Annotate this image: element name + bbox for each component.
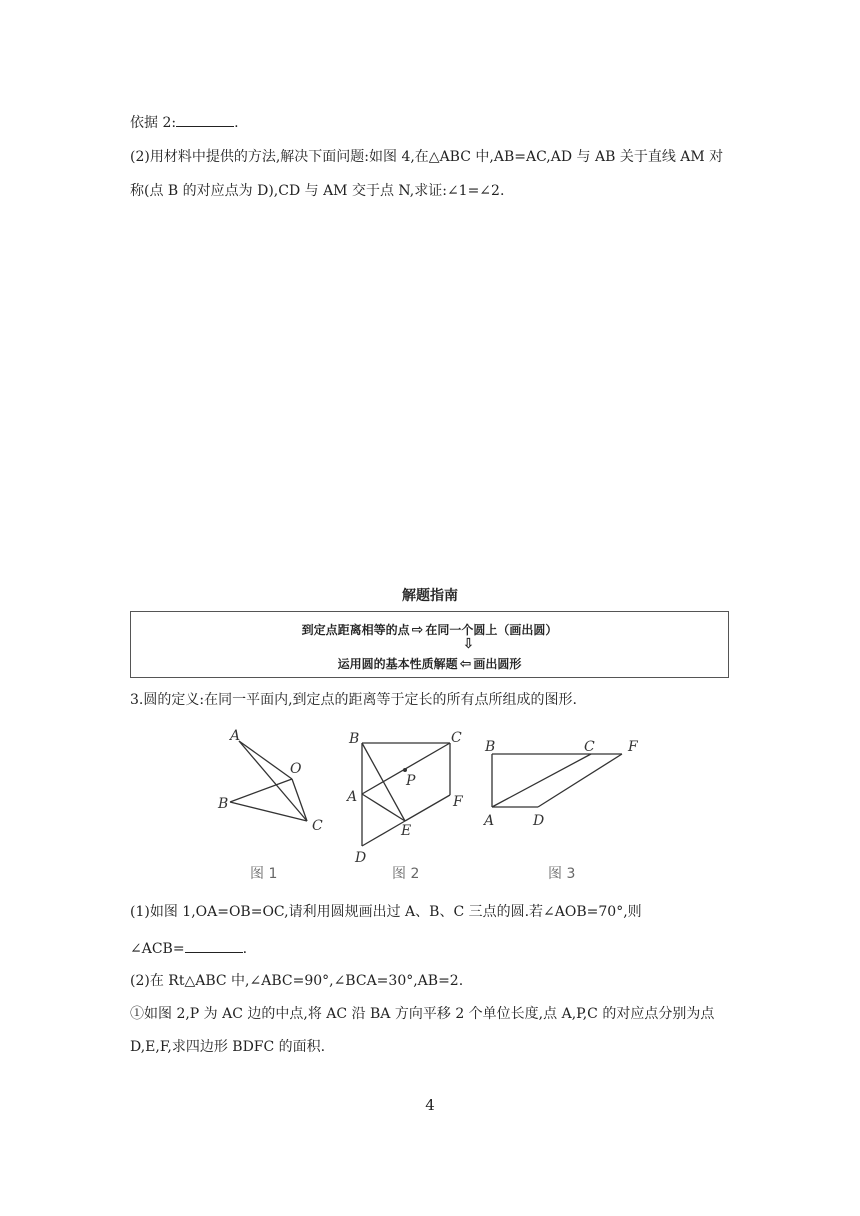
fig3-label-d: D	[533, 813, 545, 829]
guide-row-down	[131, 636, 728, 652]
fig3-caption: 图 3	[548, 866, 576, 882]
q3-part1-line1: (1)如图 1,OA=OB=OC,请利用圆规画出过 A、B、C 三点的圆.若∠AOB=70°,则	[130, 904, 642, 920]
q3-definition: 3.圆的定义:在同一平面内,到定点的距离等于定长的所有点所组成的图形.	[130, 692, 577, 708]
fig2-label-a: A	[347, 789, 358, 805]
q3-part1-angle: ∠ACB=	[130, 941, 185, 957]
fig1-label-c: C	[312, 818, 323, 834]
fig2-caption: 图 2	[392, 866, 420, 882]
arrow-left-icon: ⇦	[459, 656, 472, 672]
q3-part2: (2)在 Rt△ABC 中,∠ABC=90°,∠BCA=30°,AB=2.	[130, 973, 464, 989]
arrow-down-icon: ⇩	[462, 636, 475, 652]
basis-2-blank[interactable]	[176, 112, 234, 127]
guide-row2-right: 画出圆形	[473, 657, 522, 671]
fig2-label-p: P	[406, 773, 416, 789]
arrow-right-icon: ⇨	[411, 622, 424, 638]
figure-3	[492, 754, 622, 807]
guide-box	[130, 611, 729, 678]
guide-row1-left: 到定点距离相等的点	[301, 623, 410, 637]
basis-2-end: .	[234, 115, 239, 131]
fig3-label-b: B	[485, 739, 496, 755]
fig2-point-p	[403, 768, 407, 772]
q3-sub1-line2: D,E,F,求四边形 BDFC 的面积.	[130, 1039, 326, 1055]
basis-2-line	[130, 112, 239, 133]
q3-part1-line2	[130, 938, 247, 959]
fig1-label-b: B	[218, 796, 229, 812]
fig1-label-o: O	[290, 761, 302, 777]
q3-sub1-line1: ①如图 2,P 为 AC 边的中点,将 AC 沿 BA 方向平移 2 个单位长度,点 A,P,C 的对应点分别为点	[130, 1006, 715, 1022]
fig2-label-f: F	[453, 794, 463, 810]
geometry-figures	[210, 722, 690, 892]
basis-2-label: 依据 2:	[130, 115, 177, 131]
q3-part1-end: .	[242, 941, 248, 957]
fig2-label-b: B	[349, 731, 360, 747]
fig2-label-d: D	[355, 850, 367, 866]
fig3-label-c: C	[584, 739, 595, 755]
fig1-caption: 图 1	[250, 866, 278, 882]
figure-1	[230, 741, 307, 821]
guide-row1-right: 在同一个圆上（画出圆）	[425, 623, 558, 637]
q2-text-line2: 称(点 B 的对应点为 D),CD 与 AM 交于点 N,求证:∠1=∠2.	[130, 183, 505, 199]
fig1-label-a: A	[230, 728, 241, 744]
fig2-label-e: E	[401, 823, 412, 839]
guide-row-2	[131, 655, 728, 672]
guide-row2-left: 运用圆的基本性质解题	[337, 657, 458, 671]
fig3-label-a: A	[484, 813, 495, 829]
angle-acb-blank[interactable]	[185, 938, 243, 953]
q2-text-line1: (2)用材料中提供的方法,解决下面问题:如图 4,在△ABC 中,AB=AC,AD 与 AB 关于直线 AM 对	[130, 149, 724, 165]
page-number: 4	[425, 1096, 435, 1114]
guide-title: 解题指南	[402, 588, 458, 604]
fig3-label-f: F	[628, 739, 638, 755]
fig2-label-c: C	[451, 730, 462, 746]
